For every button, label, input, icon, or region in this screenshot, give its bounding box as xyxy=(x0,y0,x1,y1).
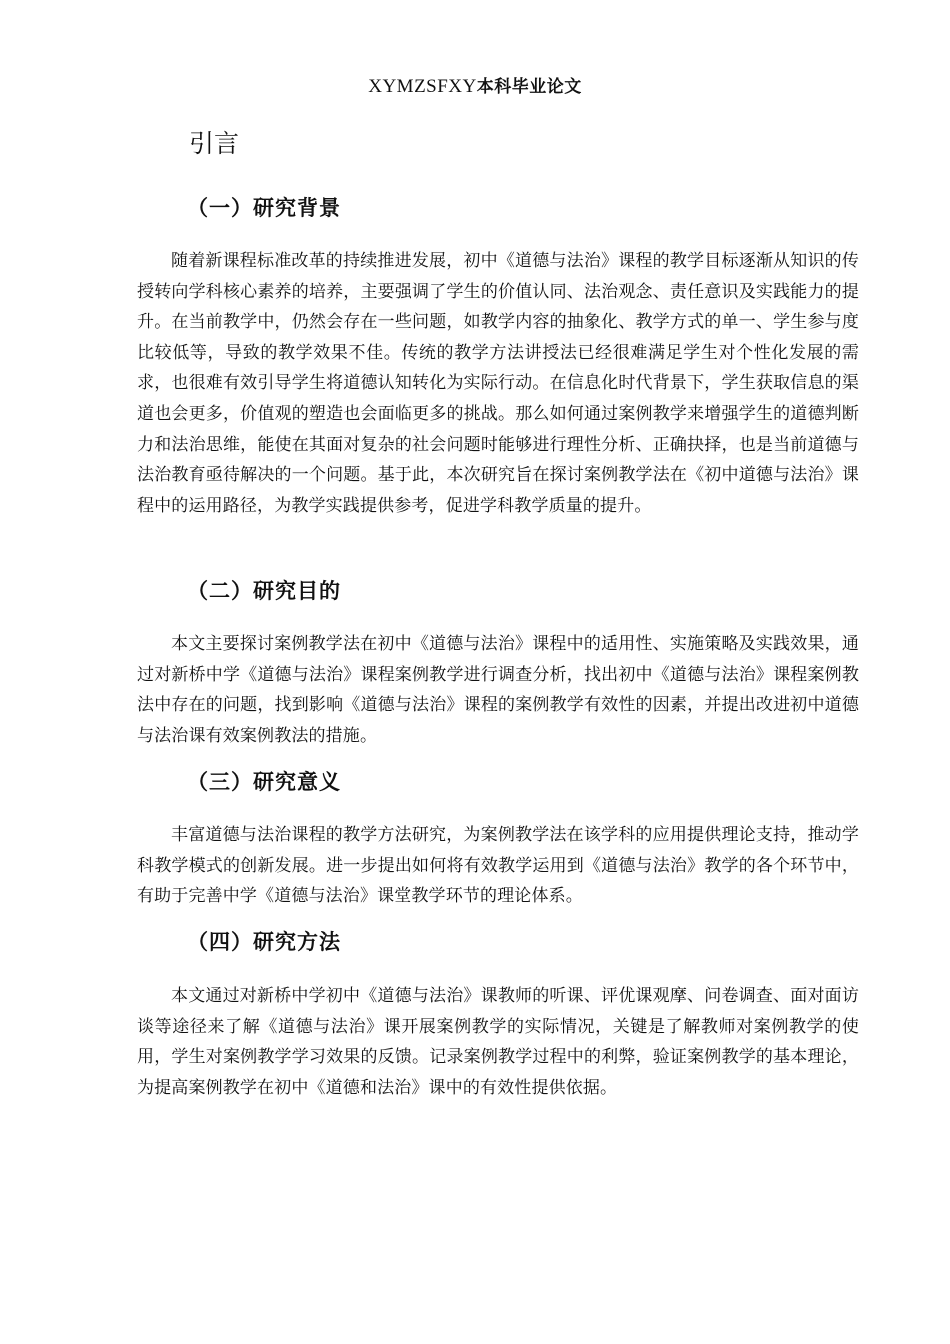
running-header xyxy=(0,72,950,98)
section-title-background: （一）研究背景 xyxy=(187,196,341,220)
section-title-methods: （四）研究方法 xyxy=(187,930,341,954)
running-header-title: 本科毕业论文 xyxy=(476,77,582,97)
paragraph-significance: 丰富道德与法治课程的教学方法研究，为案例教学法在该学科的应用提供理论支持，推动学科教学模式的创新发展。进一步提出如何将有效教学运用到《道德与法治》教学的各个环节中，有助于完善中学《道德与法治》课堂教学环节的理论体系。 xyxy=(137,825,859,907)
section-title-significance: （三）研究意义 xyxy=(187,770,341,794)
paragraph-methods: 本文通过对新桥中学初中《道德与法治》课教师的听课、评优课观摩、问卷调查、面对面访谈等途径来了解《道德与法治》课开展案例教学的实际情况，关键是了解教师对案例教学的使用，学生对案例教学学习效果的反馈。记录案例教学过程中的利弊，验证案例教学的基本理论，为提高案例教学在初中《道德和法治》课中的有效性提供依据。 xyxy=(137,986,859,1098)
paragraph-purpose: 本文主要探讨案例教学法在初中《道德与法治》课程中的适用性、实施策略及实践效果，通过对新桥中学《道德与法治》课程案例教学进行调查分析，找出初中《道德与法治》课程案例教法中存在的问题，找到影响《道德与法治》课程的案例教学有效性的因素，并提出改进初中道德与法治课有效案例教法的措施。 xyxy=(137,634,859,746)
running-header-latin: XYMZSFXY xyxy=(368,76,477,97)
paragraph-background: 随着新课程标准改革的持续推进发展，初中《道德与法治》课程的教学目标逐渐从知识的传授转向学科核心素养的培养，主要强调了学生的价值认同、法治观念、责任意识及实践能力的提升。在当前教学中，仍然会存在一些问题，如教学内容的抽象化、教学方式的单一、学生参与度比较低等，导致的教学效果不佳。传统的教学方法讲授法已经很难满足学生对个性化发展的需求，也很难有效引导学生将道德认知转化为实际行动。在信息化时代背景下，学生获取信息的渠道也会更多，价值观的塑造也会面临更多的挑战。那么如何通过案例教学来增强学生的道德判断力和法治思维，能使在其面对复杂的社会问题时能够进行理性分析、正确抉择，也是当前道德与法治教育亟待解决的一个问题。基于此，本次研究旨在探讨案例教学法在《初中道德与法治》课程中的运用路径，为教学实践提供参考，促进学科教学质量的提升。 xyxy=(137,251,859,516)
chapter-title: 引言 xyxy=(189,129,240,158)
section-title-purpose: （二）研究目的 xyxy=(187,579,341,603)
